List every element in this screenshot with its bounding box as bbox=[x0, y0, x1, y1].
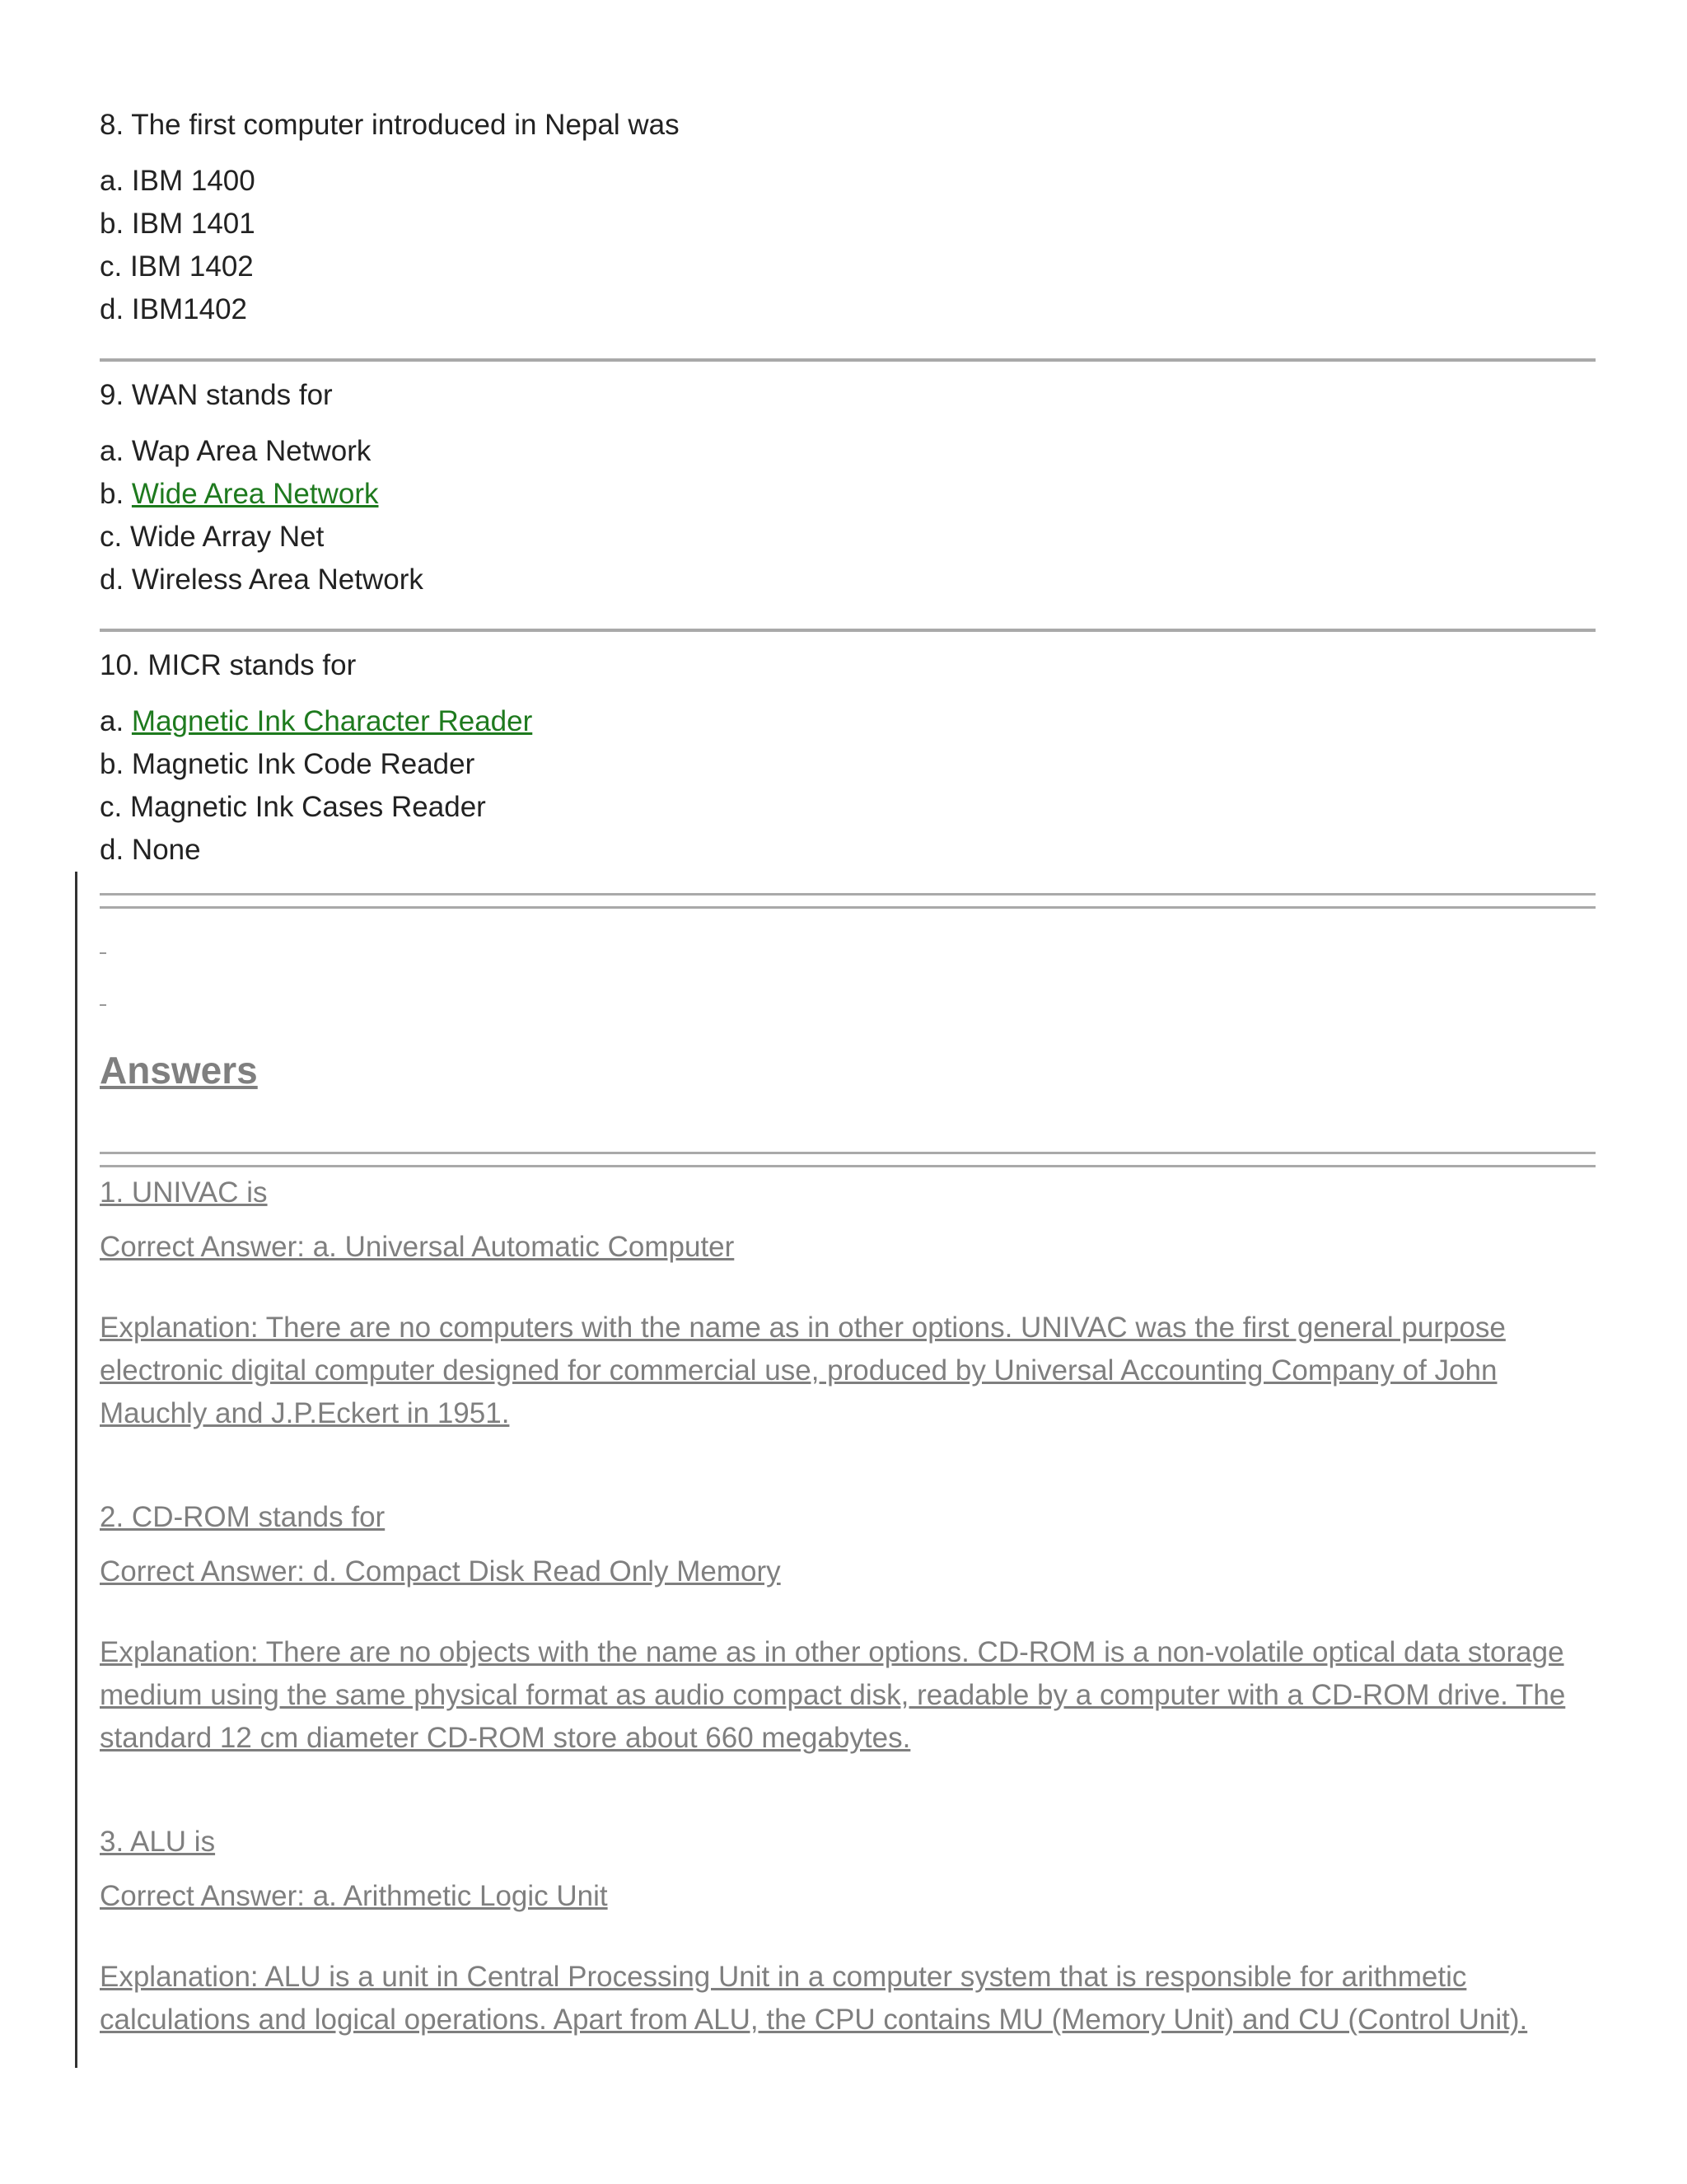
option-c: c. IBM 1402 bbox=[100, 250, 254, 283]
divider bbox=[100, 629, 1596, 632]
option-c: c. Wide Array Net bbox=[100, 521, 325, 553]
option-a bbox=[100, 700, 1596, 743]
divider bbox=[100, 1152, 1596, 1154]
correct-answer-text[interactable]: Correct Answer: d. Compact Disk Read Only Memory bbox=[100, 1555, 781, 1588]
correct-answer-link[interactable]: Magnetic Ink Character Reader bbox=[131, 705, 533, 737]
option-d: d. None bbox=[100, 834, 201, 866]
question-text: 10. MICR stands for bbox=[100, 649, 357, 681]
option-b bbox=[100, 473, 1596, 516]
correct-answer-text[interactable]: Correct Answer: a. Universal Automatic Computer bbox=[100, 1231, 735, 1263]
correct-answer-link[interactable]: Wide Area Network bbox=[131, 478, 379, 510]
question-8 bbox=[100, 109, 1596, 331]
left-margin-rule bbox=[75, 872, 77, 2068]
divider bbox=[100, 1165, 1596, 1167]
answer-question-link[interactable]: 1. UNIVAC is bbox=[100, 1176, 268, 1209]
blank-link-mark[interactable] bbox=[100, 1004, 106, 1006]
explanation-text[interactable]: Explanation: There are no computers with the name as in other options. UNIVAC was the first general purpose electronic digital computer designed for commercial use, produced by Universal Accounting Company of John Mauchly and J.P.Eckert in 1951. bbox=[100, 1312, 1506, 1429]
explanation-text[interactable]: Explanation: ALU is a unit in Central Processing Unit in a computer system that is responsible for arithmetic calculations and logical operations. Apart from ALU, the CPU contains MU (Memory Unit) and CU (Control Unit). bbox=[100, 1961, 1528, 2036]
divider bbox=[100, 358, 1596, 362]
option-d: d. Wireless Area Network bbox=[100, 564, 423, 596]
option-a: a. Wap Area Network bbox=[100, 435, 372, 467]
answer-3 bbox=[100, 1826, 1596, 2041]
option-list bbox=[100, 430, 1596, 601]
divider bbox=[100, 893, 1596, 896]
question-text: 8. The first computer introduced in Nepal was bbox=[100, 109, 680, 141]
option-c: c. Magnetic Ink Cases Reader bbox=[100, 791, 486, 823]
option-a-prefix: a. bbox=[100, 705, 132, 737]
option-list bbox=[100, 160, 1596, 331]
option-list bbox=[100, 700, 1596, 872]
answer-1 bbox=[100, 1176, 1596, 1435]
divider bbox=[100, 906, 1596, 909]
answer-question-link[interactable]: 2. CD-ROM stands for bbox=[100, 1501, 386, 1533]
answer-2 bbox=[100, 1501, 1596, 1760]
answers-heading: Answers bbox=[100, 1049, 258, 1092]
answer-question-link[interactable]: 3. ALU is bbox=[100, 1826, 216, 1858]
option-b: b. IBM 1401 bbox=[100, 208, 255, 240]
blank-link-mark[interactable] bbox=[100, 952, 106, 954]
correct-answer-text[interactable]: Correct Answer: a. Arithmetic Logic Unit bbox=[100, 1880, 608, 1912]
option-b-prefix: b. bbox=[100, 478, 132, 510]
explanation-text[interactable]: Explanation: There are no objects with the name as in other options. CD-ROM is a non-volatile optical data storage medium using the same physical format as audio compact disk, readable by a computer with a CD-ROM drive. The standard 12 cm diameter CD-ROM store about 660 megabytes. bbox=[100, 1636, 1566, 1754]
question-9 bbox=[100, 379, 1596, 601]
question-text: 9. WAN stands for bbox=[100, 379, 333, 411]
question-10 bbox=[100, 649, 1596, 872]
option-d: d. IBM1402 bbox=[100, 293, 247, 325]
option-a: a. IBM 1400 bbox=[100, 165, 255, 197]
option-b: b. Magnetic Ink Code Reader bbox=[100, 748, 475, 780]
